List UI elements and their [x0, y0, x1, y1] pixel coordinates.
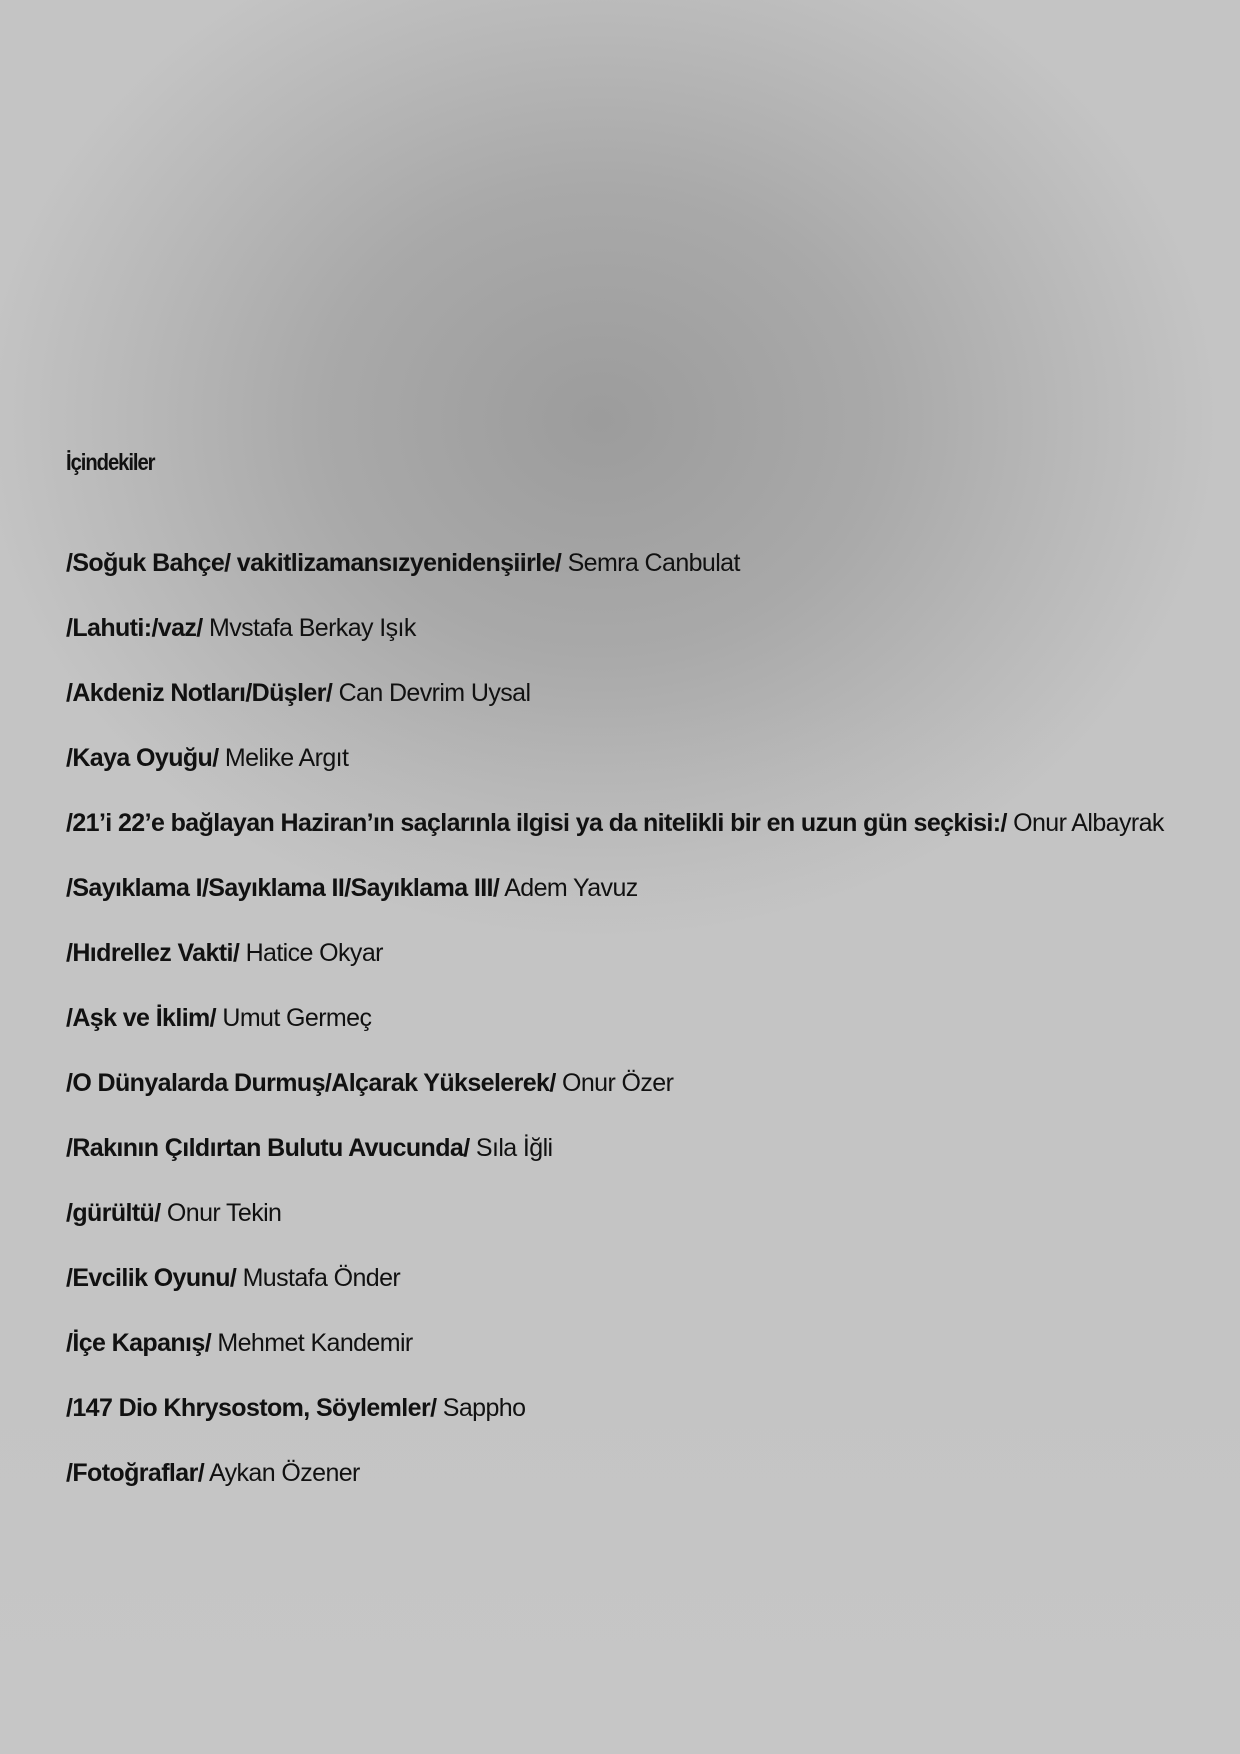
toc-entry-title: /21’i 22’e bağlayan Haziran’ın saçlarınla ilgisi ya da nitelikli bir en uzun gün seçkisi:/ [66, 809, 1007, 837]
toc-entry-author: Onur Albayrak [1006, 809, 1164, 837]
toc-entry-author: Mustafa Önder [236, 1264, 401, 1292]
toc-entry-title: /Rakının Çıldırtan Bulutu Avucunda/ [66, 1134, 470, 1162]
toc-entry-title: /Evcilik Oyunu/ [66, 1264, 237, 1292]
toc-entry [66, 866, 1164, 931]
toc-entry [66, 1256, 1164, 1321]
table-of-contents [66, 541, 1164, 1516]
toc-entry-title: /Aşk ve İklim/ [66, 1004, 217, 1032]
toc-entry-title: /O Dünyalarda Durmuş/Alçarak Yükselerek/ [66, 1069, 556, 1097]
toc-entry-title: /İçe Kapanış/ [66, 1329, 212, 1357]
toc-entry-title: /Fotoğraflar/ [66, 1459, 205, 1487]
toc-entry-title: /147 Dio Khrysostom, Söylemler/ [66, 1394, 437, 1422]
toc-entry-author: Can Devrim Uysal [332, 679, 531, 707]
toc-entry [66, 606, 1164, 671]
toc-entry-author: Adem Yavuz [499, 874, 638, 902]
toc-entry-author: Onur Özer [555, 1069, 674, 1097]
toc-entry-title: /gürültü/ [66, 1199, 161, 1227]
toc-entry-author: Umut Germeç [216, 1004, 372, 1032]
toc-entry [66, 801, 1164, 866]
toc-entry [66, 996, 1164, 1061]
toc-entry [66, 1191, 1164, 1256]
toc-entry-author: Mehmet Kandemir [211, 1329, 413, 1357]
toc-entry-author: Semra Canbulat [561, 549, 740, 577]
toc-entry-title: /Kaya Oyuğu/ [66, 744, 219, 772]
toc-entry-author: Sappho [436, 1394, 526, 1422]
toc-entry-title: /Sayıklama I/Sayıklama II/Sayıklama III/ [66, 874, 500, 902]
toc-entry-title: /Hıdrellez Vakti/ [66, 939, 240, 967]
toc-entry-author: Mvstafa Berkay Işık [202, 614, 416, 642]
toc-entry [66, 931, 1164, 996]
toc-entry-author: Sıla İğli [469, 1134, 553, 1162]
toc-entry [66, 1451, 1164, 1516]
toc-entry [66, 1386, 1164, 1451]
page-title: İçindekiler [66, 449, 155, 475]
toc-entry-title: /Soğuk Bahçe/ vakitlizamansızyenidenşiirle/ [66, 549, 562, 577]
toc-entry-title: /Lahuti:/vaz/ [66, 614, 203, 642]
toc-entry-title: /Akdeniz Notları/Düşler/ [66, 679, 333, 707]
toc-entry-author: Hatice Okyar [239, 939, 383, 967]
toc-entry [66, 541, 1164, 606]
toc-entry-author: Melike Argıt [218, 744, 349, 772]
toc-entry [66, 736, 1164, 801]
toc-entry [66, 1126, 1164, 1191]
toc-entry [66, 671, 1164, 736]
toc-entry-author: Onur Tekin [160, 1199, 282, 1227]
toc-entry [66, 1321, 1164, 1386]
toc-entry [66, 1061, 1164, 1126]
toc-entry-author: Aykan Özener [204, 1459, 360, 1487]
